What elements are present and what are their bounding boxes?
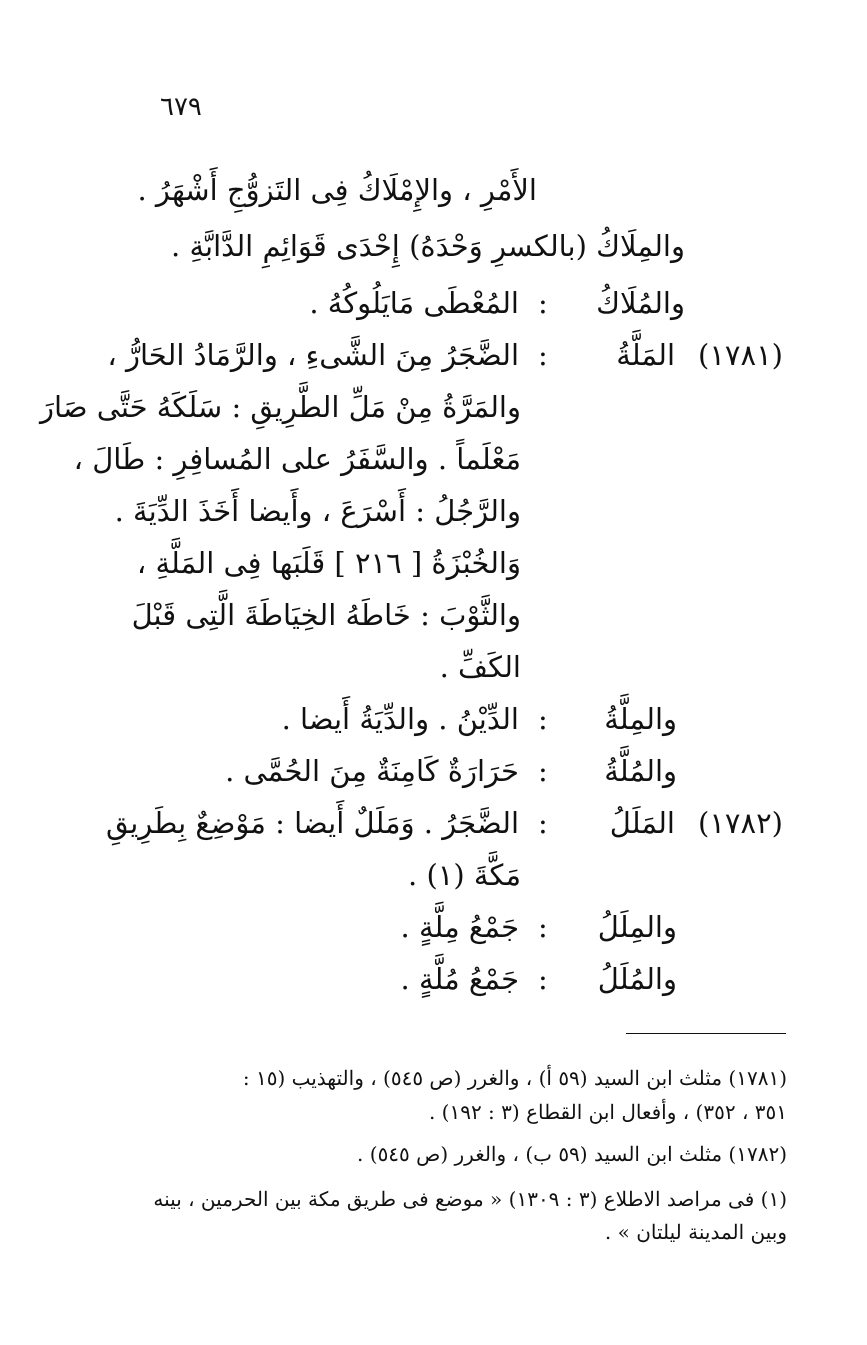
- colon: :: [538, 962, 548, 996]
- headword: والمُلَلُ: [597, 962, 677, 996]
- definition: جَمْعُ مِلَّةٍ .: [400, 910, 519, 944]
- colon: :: [538, 702, 548, 736]
- definition: والرَّجُلُ : أَسْرَعَ ، وأَيضا أَخَذَ الدِّيَةَ .: [114, 494, 521, 528]
- definition: الكَفِّ .: [439, 650, 521, 684]
- headword: المَلَلُ: [609, 806, 675, 840]
- headword: والمُلَّةُ: [604, 754, 677, 788]
- definition: الدِّيْنُ . والدِّيَةُ أَيضا .: [281, 702, 519, 736]
- page-number: ٦٧٩: [160, 92, 202, 122]
- definition: الضَّجَرُ مِنَ الشَّىءِ ، والرَّمَادُ الحَارُّ ،: [107, 338, 519, 372]
- entry-number: (١٧٨١): [698, 338, 783, 372]
- footnote: (١٧٨٢) مثلث ابن السيد (٥٩ ب) ، والغرر (ص ٥٤٥) .: [357, 1142, 787, 1166]
- definition: جَمْعُ مُلَّةٍ .: [400, 962, 519, 996]
- text-line: والمِلَاكُ (بالكسرِ وَحْدَهُ) إِحْدَى قَوَائِمِ الدَّابَّةِ .: [171, 229, 685, 263]
- definition: المُعْطَى مَايَلُوكُهُ .: [309, 286, 519, 320]
- footnote: وبين المدينة ليلتان » .: [604, 1220, 787, 1244]
- colon: :: [538, 806, 548, 840]
- definition: والمَرَّةُ مِنْ مَلِّ الطَّرِيقِ : سَلَكَهُ حَتَّى صَارَ: [40, 390, 521, 424]
- footnote: ٣٥١ ، ٣٥٢) ، وأفعال ابن القطاع (٣ : ١٩٢) .: [428, 1100, 787, 1124]
- colon: :: [538, 338, 548, 372]
- definition: وَالخُبْزَةُ [ ٢١٦ ] قَلَبَها فِى المَلَّةِ ،: [136, 546, 521, 580]
- headword: والمُلَاكُ: [596, 286, 685, 320]
- definition: مَعْلَماً . والسَّفَرُ على المُسافِرِ : طَالَ ،: [73, 442, 521, 476]
- headword: والمِلَّةُ: [604, 702, 677, 736]
- definition: الضَّجَرُ . وَمَلَلٌ أَيضا : مَوْضِعٌ بِطَرِيقِ: [106, 806, 519, 840]
- colon: :: [538, 286, 548, 320]
- entry-number: (١٧٨٢): [698, 806, 783, 840]
- footnote: (١٧٨١) مثلث ابن السيد (٥٩ أ) ، والغرر (ص ٥٤٥) ، والتهذيب (١٥ :: [242, 1066, 787, 1090]
- colon: :: [538, 754, 548, 788]
- headword: والمِلَلُ: [597, 910, 677, 944]
- headword: المَلَّةُ: [616, 338, 675, 372]
- footnote: (١) فى مراصد الاطلاع (٣ : ١٣٠٩) « موضع فى طريق مكة بين الحرمين ، بينه: [153, 1187, 787, 1211]
- definition: حَرَارَةٌ كَامِنَةٌ مِنَ الحُمَّى .: [225, 754, 519, 788]
- definition: مَكَّةَ (١) .: [408, 858, 521, 892]
- footnote-rule: [626, 1033, 786, 1034]
- definition: والثَّوْبَ : خَاطَهُ الخِيَاطَةَ الَّتِى قَبْلَ: [131, 598, 521, 632]
- colon: :: [538, 910, 548, 944]
- text-line: الأَمْرِ ، والإِمْلَاكُ فِى التَزوُّجِ أَشْهَرُ .: [137, 173, 537, 207]
